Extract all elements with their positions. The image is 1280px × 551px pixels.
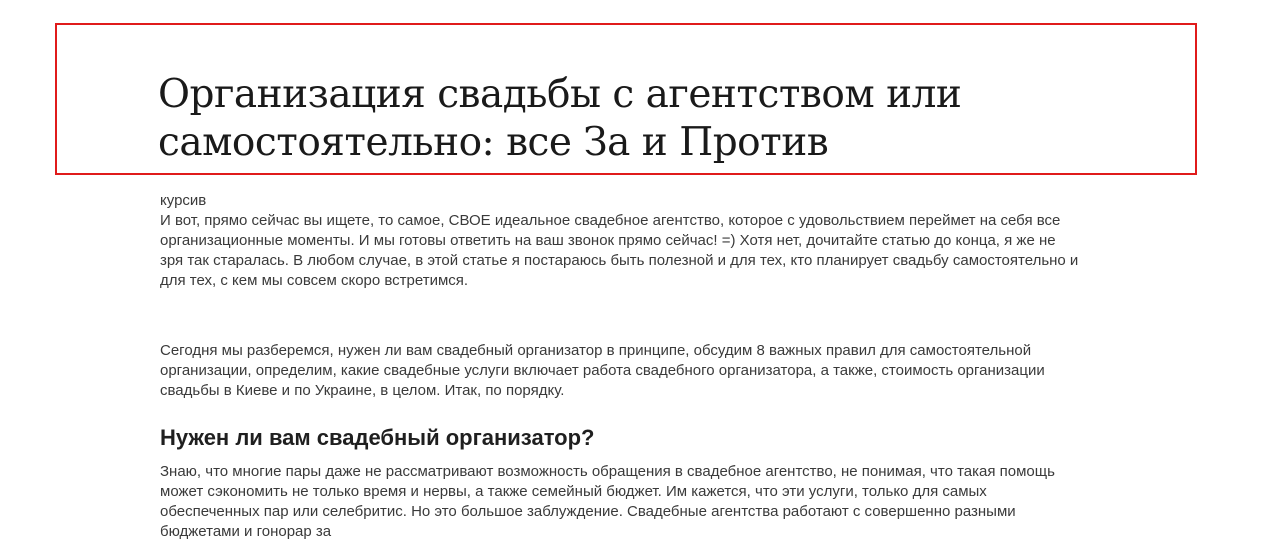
section-heading: Нужен ли вам свадебный организатор? <box>160 425 595 450</box>
section-paragraph: Знаю, что многие пары даже не рассматривают возможность обращения в свадебное агентство, не понимая, что такая помощь может сэкономить не только время и нервы, а также семейный бюджет. Им кажется, что эти услуги, только для самых обеспеченных пар или селебритис. Но это большое заблуждение. Свадебные агентства работают с совершенно разными бюджетами и гонорар за <box>160 463 1055 540</box>
article-title: Организация свадьбы с агентством или самостоятельно: все За и Против <box>158 72 962 165</box>
overview-paragraph: Сегодня мы разберемся, нужен ли вам свадебный организатор в принципе, обсудим 8 важных правил для самостоятельной организации, определим, какие свадебные услуги включает работа свадебного организатора, а также, стоимость организации свадьбы в Киеве и по Украине, в целом. Итак, по порядку. <box>160 342 1045 399</box>
lead-label: курсив <box>160 192 207 209</box>
intro-paragraph: И вот, прямо сейчас вы ищете, то самое, СВОЕ идеальное свадебное агентство, которое с удовольствием переймет на себя все организационные моменты. И мы готовы ответить на ваш звонок прямо сейчас! =) Хотя нет, дочитайте статью до конца, я же не зря так старалась. В любом случае, в этой статье я постараюсь быть полезной и для тех, кто планирует свадьбу самостоятельно и для тех, с кем мы совсем скоро встретимся. <box>160 212 1079 289</box>
